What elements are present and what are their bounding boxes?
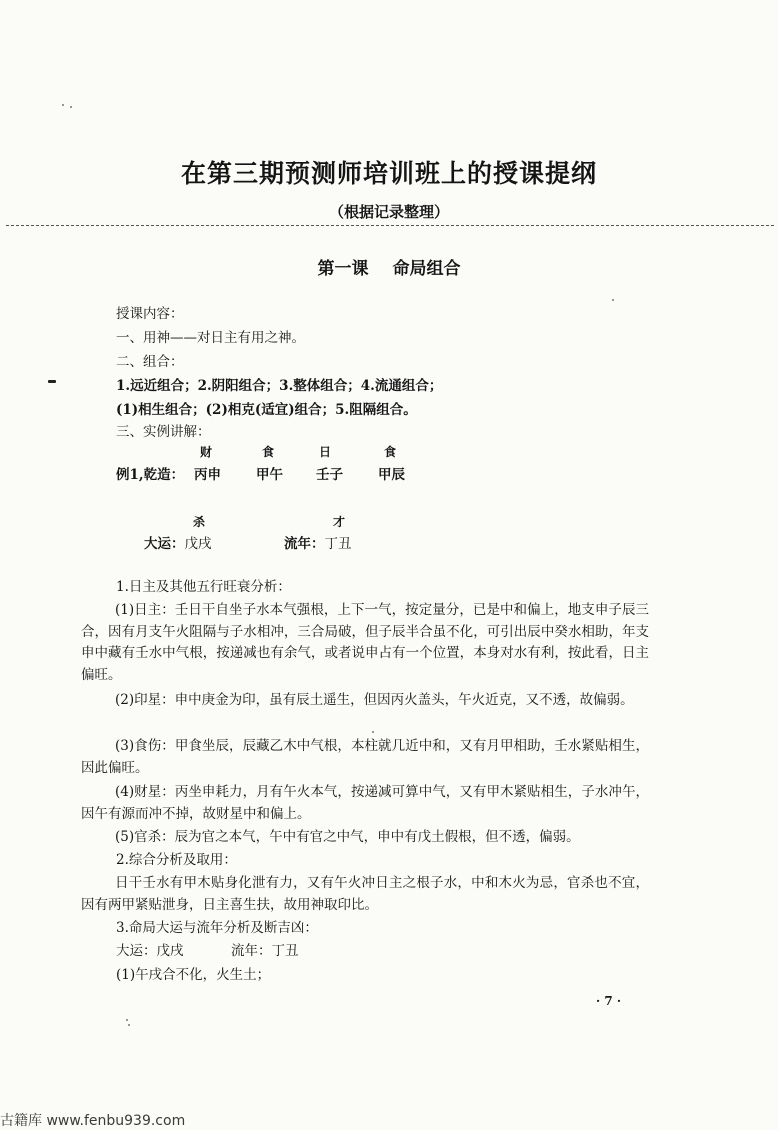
lesson-number: 第一课 xyxy=(317,259,369,279)
scan-speck xyxy=(372,731,374,733)
analysis-paragraph-2: (2)印星：申中庚金为印，虽有辰土遥生，但因丙火盖头，午火近克，又不透，故偏弱。 xyxy=(115,692,634,708)
analysis-paragraph-1: (1)日主：壬日干自坐子水本气强根，上下一气，按定量分，已是中和偏上，地支申子辰三合，因有月支午火阻隔与子水相冲，三合局破，但子辰半合虽不化，可引出辰中癸水相助，年支申中藏有壬水中气根，按递减也有余气，或者说申占有一个位置，本身对水有利，按此看，日主偏旺。 xyxy=(81,602,649,683)
scan-speck xyxy=(128,1024,130,1026)
scan-speck xyxy=(62,104,64,106)
dayun-line xyxy=(144,534,212,554)
outline-item-3: 三、实例讲解： xyxy=(116,424,211,440)
analysis-heading-2: 2.综合分析及取用： xyxy=(116,852,237,868)
pillar-year: 丙申 xyxy=(194,467,221,483)
outline-item-2-line-1: 1.远近组合；2.阴阳组合；3.整体组合；4.流通组合； xyxy=(116,378,443,394)
analysis-paragraph-4: (4)财星：丙坐申耗力，月有午火本气，按递减可算中气，又有甲木紧贴相生，子水冲午，因午有源而冲不掉，故财星中和偏上。 xyxy=(81,784,649,822)
lesson-heading xyxy=(0,254,778,279)
analysis-paragraph-3: (3)食伤：甲食坐辰，辰藏乙木中气根，本柱就几近中和，又有月甲相助，壬水紧贴相生，因此偏旺。 xyxy=(81,738,649,776)
scan-mark xyxy=(48,380,56,383)
analysis-liunian-line: 流年：丁丑 xyxy=(231,943,299,959)
liunian-label: 流年： xyxy=(284,536,325,552)
analysis-heading-3: 3.命局大运与流年分析及断吉凶： xyxy=(116,920,318,936)
god-label-year: 财 xyxy=(200,445,213,459)
pillar-day: 壬子 xyxy=(316,467,343,483)
luck-god-dayun: 杀 xyxy=(193,515,206,529)
outline-item-2: 二、组合： xyxy=(116,354,184,370)
god-label-hour: 食 xyxy=(384,445,397,459)
luck-god-liunian: 才 xyxy=(333,515,346,529)
outline-heading: 授课内容： xyxy=(116,306,184,322)
liunian-value: 丁丑 xyxy=(324,536,352,552)
analysis-paragraph-6: 日干壬水有甲木贴身化泄有力，又有午火冲日主之根子水，中和木火为忌，官杀也不宜，因有两甲紧贴泄身，日主喜生扶，故用神取印比。 xyxy=(81,875,649,913)
page-number: · 7 · xyxy=(596,994,622,1008)
lesson-name: 命局组合 xyxy=(392,259,461,279)
scan-speck xyxy=(70,106,72,108)
analysis-paragraph-7: (1)午戌合不化，火生土； xyxy=(116,967,271,983)
divider-line xyxy=(6,225,774,226)
dayun-value: 戊戌 xyxy=(184,536,212,552)
document-title: 在第三期预测师培训班上的授课提纲 xyxy=(180,159,597,188)
analysis-heading-1: 1.日主及其他五行旺衰分析： xyxy=(116,579,291,595)
pillar-hour: 甲辰 xyxy=(378,467,405,483)
god-label-day: 日 xyxy=(319,445,332,459)
pillar-month: 甲午 xyxy=(256,467,283,483)
outline-item-2-line-2: (1)相生组合；(2)相克(适宜)组合；5.阻隔组合。 xyxy=(116,402,417,418)
dayun-label: 大运： xyxy=(144,536,185,552)
document-subtitle: （根据记录整理） xyxy=(328,203,449,221)
scan-speck xyxy=(612,299,614,301)
scan-speck xyxy=(126,1019,128,1021)
outline-item-1: 一、用神——对日主有用之神。 xyxy=(116,330,305,346)
liunian-line xyxy=(284,534,352,554)
analysis-paragraph-5: (5)官杀：辰为官之本气，午中有官之中气，申中有戊土假根，但不透，偏弱。 xyxy=(115,829,580,845)
analysis-dayun-line: 大运：戊戌 xyxy=(116,943,184,959)
god-label-month: 食 xyxy=(262,445,275,459)
example-label: 例1,乾造： xyxy=(116,467,185,483)
watermark-footer: 古籍库 www.fenbu939.com xyxy=(0,1113,186,1129)
